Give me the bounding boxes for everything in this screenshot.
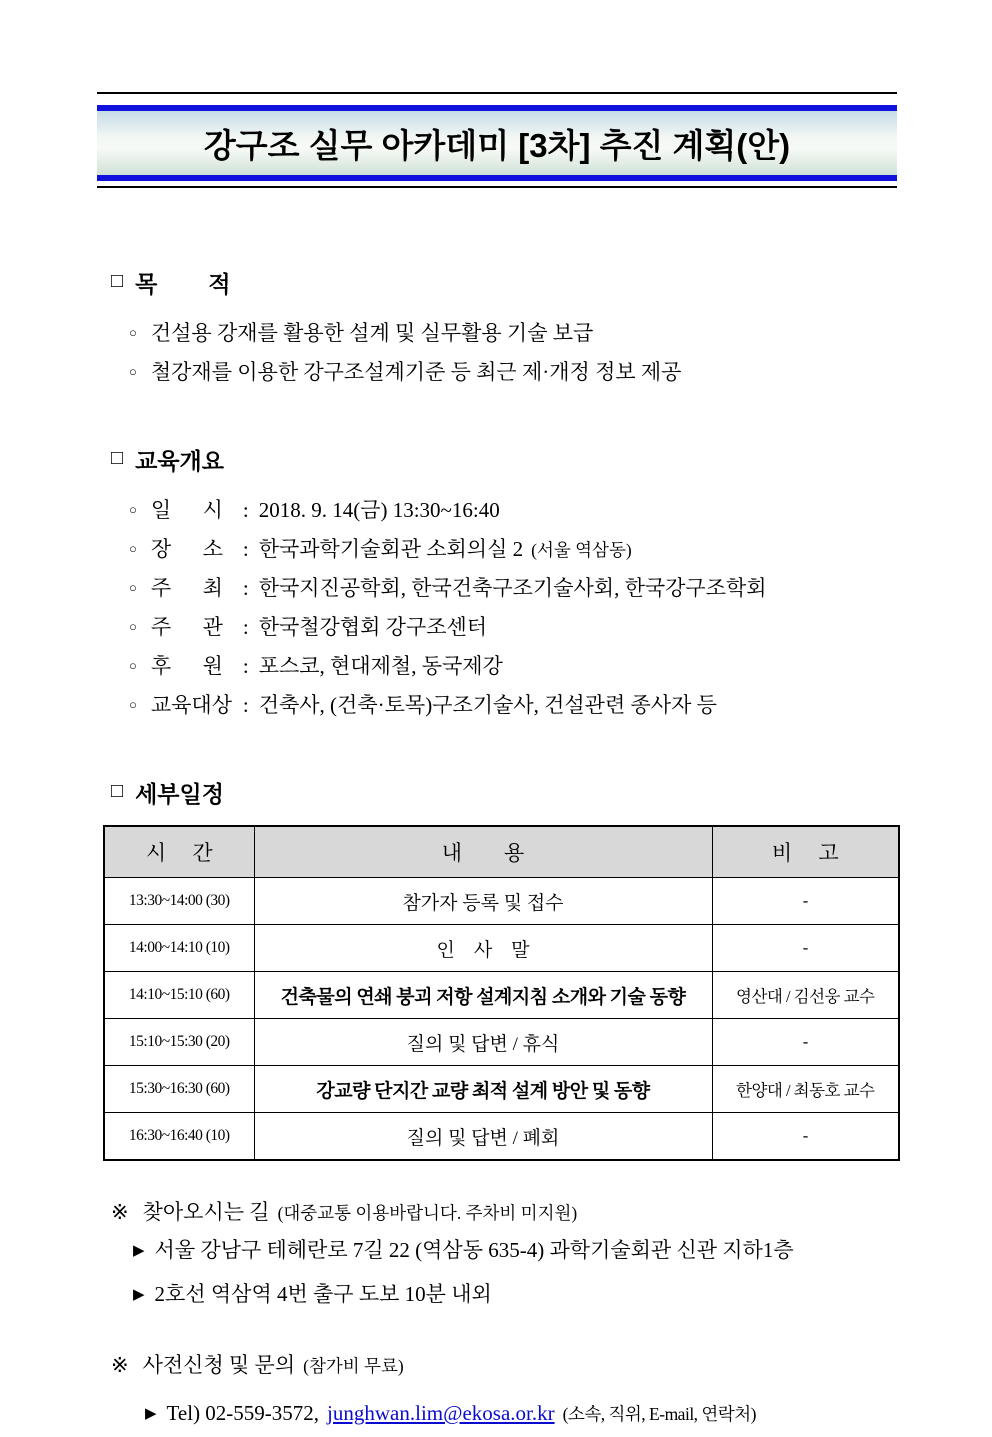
reference-mark-icon: ※ [111,1200,129,1224]
label-colon: : [242,537,249,561]
column-header-time: 시 간 [104,826,254,878]
schedule-time: 14:00~14:10 (10) [104,925,254,972]
title-gradient-box [97,105,897,181]
overview-value: 한국지진공학회, 한국건축구조기술사회, 한국강구조학회 [258,576,767,600]
directions-address: 서울 강남구 테헤란로 7길 22 (역삼동 635-4) 과학기술회관 신관 지하1층 [154,1238,794,1262]
circle-bullet-icon: ○ [129,502,137,517]
overview-row-host [129,570,897,609]
circle-bullet-icon: ○ [129,541,137,556]
label-colon: : [242,654,249,678]
square-bullet-icon: □ [111,447,124,469]
schedule-time: 14:10~15:10 (60) [104,972,254,1019]
purpose-item [129,354,897,393]
schedule-heading-text: 세부일정 [135,781,224,807]
overview-row-sponsor [129,648,897,687]
schedule-note: - [712,925,899,972]
note-directions [111,1195,897,1318]
schedule-note: - [712,878,899,925]
purpose-item-text: 철강재를 이용한 강구조설계기준 등 최근 제·개정 정보 제공 [150,360,682,384]
column-header-content: 내 용 [254,826,712,878]
overview-value: 한국철강협회 강구조센터 [258,615,488,639]
column-header-note: 비 고 [712,826,899,878]
contact-fields-note: (소속, 직위, E-mail, 연락처) [562,1404,756,1424]
application-title: 사전신청 및 문의 [142,1353,296,1377]
overview-value-small: (서울 역삼동) [531,540,632,560]
directions-title-note: (대중교통 이용바랍니다. 주차비 미지원) [277,1203,578,1223]
contact-line [145,1393,897,1437]
schedule-note: 영산대 / 김선웅 교수 [712,972,899,1019]
schedule-content: 인 사 말 [254,925,712,972]
table-row [104,1113,899,1161]
label-colon: : [242,615,249,639]
label-colon: : [242,693,249,717]
arrow-bullet-icon: ▶ [145,1406,157,1422]
table-row [104,972,899,1019]
schedule-note: 한양대 / 최동호 교수 [712,1066,899,1113]
page-title: 강구조 실무 아카데미 [3차] 추진 계획(안) [203,126,791,164]
schedule-time: 16:30~16:40 (10) [104,1113,254,1161]
phone-number: Tel) 02-559-3572, [166,1401,320,1425]
schedule-time: 15:30~16:30 (60) [104,1066,254,1113]
table-row [104,1019,899,1066]
schedule-table [103,825,900,1161]
circle-bullet-icon: ○ [129,364,137,379]
table-row [104,925,899,972]
schedule-note: - [712,1113,899,1161]
application-heading [111,1348,897,1383]
schedule-content: 질의 및 답변 / 폐회 [254,1113,712,1161]
circle-bullet-icon: ○ [129,697,137,712]
directions-subway: 2호선 역삼역 4번 출구 도보 10분 내외 [154,1282,492,1306]
section-heading-overview [111,443,897,476]
arrow-bullet-icon: ▶ [133,1243,145,1259]
overview-label: 장 소 [150,537,223,561]
overview-label: 일 시 [150,498,223,522]
section-heading-purpose [111,266,897,299]
schedule-content: 질의 및 답변 / 휴식 [254,1019,712,1066]
overview-row-venue [129,531,897,570]
overview-row-datetime [129,492,897,531]
overview-heading-text: 교육개요 [135,448,224,474]
overview-label: 주 관 [150,615,223,639]
overview-value: 2018. 9. 14(금) 13:30~16:40 [258,498,500,522]
schedule-note: - [712,1019,899,1066]
square-bullet-icon: □ [111,780,124,802]
schedule-time: 13:30~14:00 (30) [104,878,254,925]
section-heading-schedule [111,776,897,809]
circle-bullet-icon: ○ [129,619,137,634]
directions-title: 찾아오시는 길 [142,1200,270,1224]
section-purpose [97,266,897,393]
section-overview [97,443,897,726]
table-row [104,878,899,925]
application-title-note: (참가비 무료) [303,1356,404,1376]
square-bullet-icon: □ [111,270,124,292]
schedule-time: 15:10~15:30 (20) [104,1019,254,1066]
note-application [111,1348,897,1437]
directions-heading [111,1195,897,1230]
table-row [104,1066,899,1113]
circle-bullet-icon: ○ [129,325,137,340]
overview-value: 한국과학기술회관 소회의실 2 [258,537,524,561]
overview-label: 교육대상 [150,693,233,717]
overview-value: 건축사, (건축·토목)구조기술사, 건설관련 종사자 등 [258,693,717,717]
label-colon: : [242,576,249,600]
circle-bullet-icon: ○ [129,658,137,673]
schedule-content: 건축물의 연쇄 붕괴 저항 설계지침 소개와 기술 동향 [254,972,712,1019]
circle-bullet-icon: ○ [129,580,137,595]
title-banner [97,92,897,188]
schedule-header-row [104,826,899,878]
overview-label: 후 원 [150,654,223,678]
overview-row-audience [129,687,897,726]
purpose-heading-text: 목 적 [135,271,231,297]
overview-row-organizer [129,609,897,648]
directions-address-line [133,1230,897,1274]
purpose-item-text: 건설용 강재를 활용한 설계 및 실무활용 기술 보급 [150,321,594,345]
purpose-item [129,315,897,354]
email-link[interactable]: junghwan.lim@ekosa.or.kr [327,1401,555,1425]
section-schedule [97,776,897,1161]
schedule-content: 강교량 단지간 교량 최적 설계 방안 및 동향 [254,1066,712,1113]
directions-subway-line [133,1274,897,1318]
arrow-bullet-icon: ▶ [133,1287,145,1303]
reference-mark-icon: ※ [111,1353,129,1377]
overview-value: 포스코, 현대제철, 동국제강 [258,654,503,678]
label-colon: : [242,498,249,522]
schedule-content: 참가자 등록 및 접수 [254,878,712,925]
overview-label: 주 최 [150,576,223,600]
